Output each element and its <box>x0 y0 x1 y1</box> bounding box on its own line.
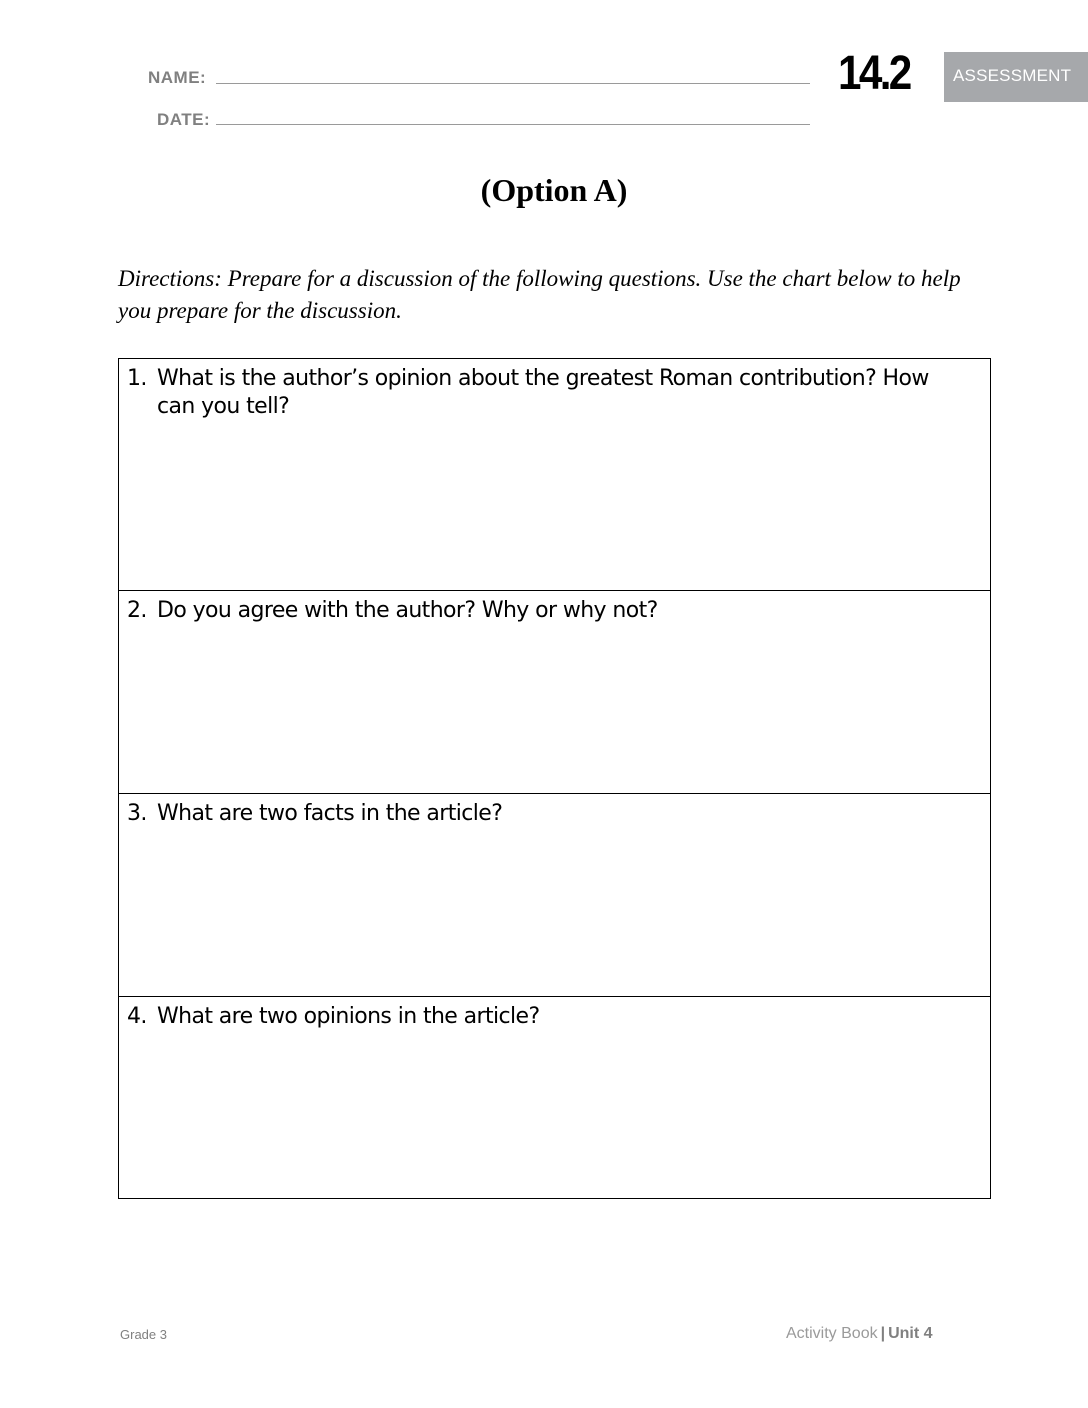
question-number: 1. <box>127 366 147 391</box>
directions-text: Directions: Prepare for a discussion of the following questions. Use the chart below to help you prepare for the discussion. <box>118 266 961 323</box>
question-row-1[interactable] <box>119 359 990 591</box>
question-number: 2. <box>127 598 147 623</box>
question-row-3[interactable] <box>119 794 990 997</box>
assessment-badge-label: ASSESSMENT <box>953 66 1072 85</box>
question-number: 4. <box>127 1004 147 1029</box>
question-text: What is the author’s opinion about the greatest Roman contribution? How can you tell? <box>157 366 929 419</box>
footer-book-name: Activity Book <box>786 1325 878 1342</box>
question-1 <box>127 365 970 421</box>
question-row-2[interactable] <box>119 591 990 794</box>
assessment-badge <box>944 52 1088 102</box>
name-field[interactable] <box>216 83 810 84</box>
question-row-4[interactable] <box>119 997 990 1198</box>
footer-separator: | <box>880 1325 886 1342</box>
footer-unit: Unit 4 <box>888 1325 933 1342</box>
question-text: What are two facts in the article? <box>157 801 503 826</box>
footer-grade: Grade 3 <box>120 1327 167 1342</box>
date-label: DATE: <box>157 110 211 129</box>
name-label: NAME: <box>148 68 207 87</box>
question-2 <box>127 597 970 625</box>
question-text: Do you agree with the author? Why or why not? <box>157 598 658 623</box>
question-chart <box>118 358 991 1199</box>
question-number: 3. <box>127 801 147 826</box>
lesson-number: 14.2 <box>838 47 910 100</box>
page-title: (Option A) <box>480 172 628 208</box>
footer-book-info <box>786 1325 933 1343</box>
date-field[interactable] <box>216 124 810 125</box>
question-text: What are two opinions in the article? <box>157 1004 540 1029</box>
question-4 <box>127 1003 970 1031</box>
question-3 <box>127 800 970 828</box>
